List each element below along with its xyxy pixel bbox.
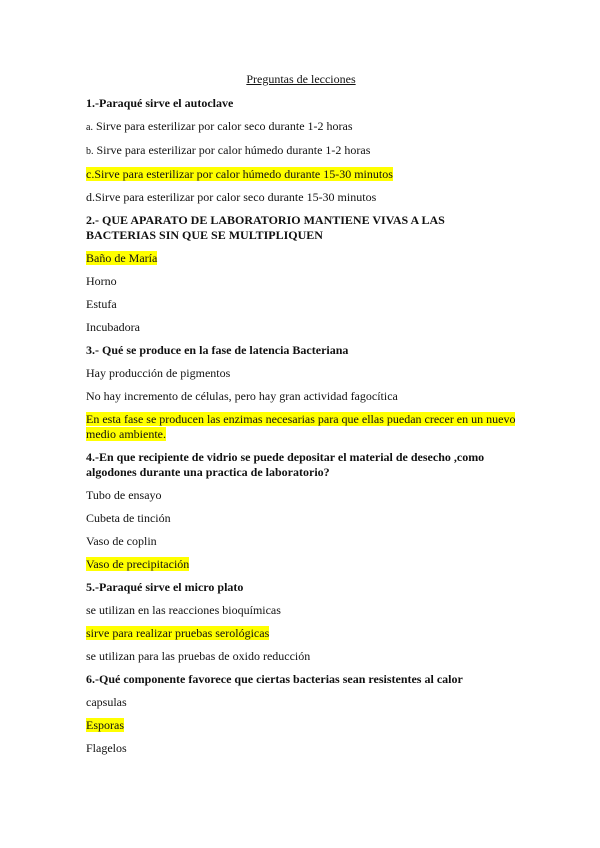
answer-option (86, 366, 516, 381)
option-prefix: a. (86, 122, 93, 133)
page-title: Preguntas de lecciones (246, 72, 356, 86)
option-text: Sirve para esterilizar por calor seco durante 1-2 horas (92, 119, 353, 133)
answer-option (86, 488, 516, 503)
option-text: Vaso de coplin (86, 534, 157, 548)
option-text: Incubadora (86, 320, 140, 334)
question-2: 2.- QUE APARATO DE LABORATORIO MANTIENE VIVAS A LAS BACTERIAS SIN QUE SE MULTIPLIQUEN (86, 213, 445, 242)
answer-option-correct (86, 718, 516, 733)
answer-option (86, 389, 516, 404)
option-text: Tubo de ensayo (86, 488, 162, 502)
option-text: Horno (86, 274, 117, 288)
answer-option-correct (86, 557, 516, 572)
option-text: se utilizan para las pruebas de oxido reducción (86, 649, 311, 663)
option-text-highlighted: Baño de María (86, 251, 158, 265)
answer-option (86, 741, 516, 756)
option-text: se utilizan en las reacciones bioquímicas (86, 603, 281, 617)
option-text: No hay incremento de células, pero hay gran actividad fagocítica (86, 389, 398, 403)
answer-option (86, 297, 516, 312)
answer-option (86, 143, 516, 159)
option-text: Estufa (86, 297, 117, 311)
option-text-highlighted: Esporas (86, 718, 124, 732)
question-5: 5.-Paraqué sirve el micro plato (86, 580, 244, 594)
question-1: 1.-Paraqué sirve el autoclave (86, 96, 234, 110)
option-text: Cubeta de tinción (86, 511, 171, 525)
document-page (86, 72, 516, 764)
answer-option (86, 320, 516, 335)
option-text-highlighted: En esta fase se producen las enzimas necesarias para que ellas puedan crecer en un nuevo medio ambiente. (86, 412, 516, 441)
option-text: capsulas (86, 695, 127, 709)
answer-option (86, 534, 516, 549)
option-prefix: b. (86, 146, 94, 157)
question-4: 4.-En que recipiente de vidrio se puede depositar el material de desecho ,como algodones durante una practica de laboratorio? (86, 450, 485, 479)
answer-option (86, 511, 516, 526)
answer-option-correct (86, 251, 516, 266)
option-text: Hay producción de pigmentos (86, 366, 231, 380)
answer-option-correct (86, 412, 516, 442)
answer-option-correct (86, 626, 516, 641)
answer-option-correct (86, 167, 516, 182)
option-text: d.Sirve para esterilizar por calor seco durante 15-30 minutos (86, 190, 377, 204)
answer-option (86, 190, 516, 205)
option-text: Flagelos (86, 741, 127, 755)
answer-option (86, 603, 516, 618)
question-6: 6.-Qué componente favorece que ciertas bacterias sean resistentes al calor (86, 672, 463, 686)
answer-option (86, 695, 516, 710)
option-text-highlighted: Vaso de precipitación (86, 557, 190, 571)
option-text-highlighted: sirve para realizar pruebas serológicas (86, 626, 270, 640)
answer-option (86, 274, 516, 289)
option-text-highlighted: c.Sirve para esterilizar por calor húmedo durante 15-30 minutos (86, 167, 393, 181)
answer-option (86, 649, 516, 664)
question-3: 3.- Qué se produce en la fase de latencia Bacteriana (86, 343, 349, 357)
answer-option (86, 119, 516, 135)
option-text: Sirve para esterilizar por calor húmedo durante 1-2 horas (93, 143, 371, 157)
